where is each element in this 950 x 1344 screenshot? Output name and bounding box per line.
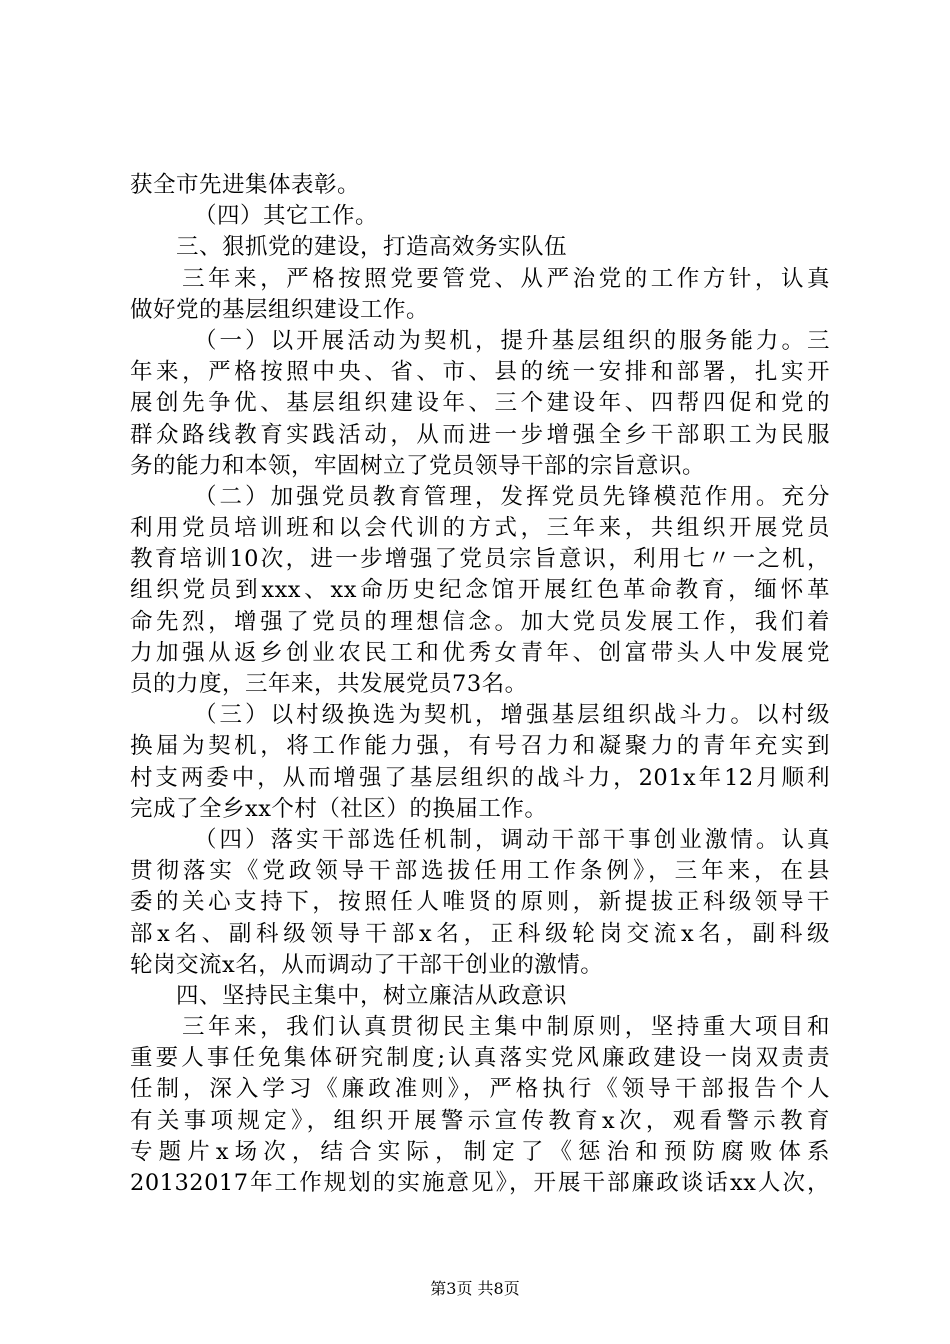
paragraph-line: （二）加强党员教育管理，发挥党员先锋模范作用。充分	[194, 483, 830, 510]
text-line: 获全市先进集体表彰。	[130, 172, 361, 198]
document-body	[130, 170, 830, 1199]
paragraph-line: 力加强从返乡创业农民工和优秀女青年、创富带头人中发展党	[130, 639, 830, 666]
paragraph-line: 员的力度，三年来，共发展党员73名。	[130, 671, 528, 697]
paragraph-line: 组织党员到xxx、xx命历史纪念馆开展红色革命教育，缅怀革	[130, 577, 830, 604]
paragraph-line: 务的能力和本领，牢固树立了党员领导干部的宗旨意识。	[130, 452, 706, 479]
paragraph-line: 任制，深入学习《廉政准则》，严格执行《领导干部报告个人	[130, 1076, 830, 1103]
paragraph-line: 轮岗交流x名，从而调动了干部干创业的激情。	[130, 951, 604, 978]
paragraph-line: 贯彻落实《党政领导干部选拔任用工作条例》，三年来，在县	[130, 858, 830, 885]
paragraph-line: 委的关心支持下，按照任人唯贤的原则，新提拔正科级领导干	[130, 889, 830, 916]
paragraph-line: 有关事项规定》，组织开展警示宣传教育x次，观看警示教育	[130, 1107, 830, 1134]
paragraph-line: 群众路线教育实践活动，从而进一步增强全乡干部职工为民服	[130, 421, 830, 448]
paragraph-line: 换届为契机，将工作能力强，有号召力和凝聚力的青年充实到	[130, 733, 830, 760]
paragraph-line: 展创先争优、基层组织建设年、三个建设年、四帮四促和党的	[130, 390, 830, 417]
paragraph-line: 三年来，严格按照党要管党、从严治党的工作方针，认真	[182, 265, 830, 292]
paragraph-line: （三）以村级换选为契机，增强基层组织战斗力。以村级	[194, 702, 830, 729]
paragraph-line: 教育培训10次，进一步增强了党员宗旨意识，利用七〃一之机，	[130, 546, 830, 573]
section-heading: （四）其它工作。	[194, 203, 379, 230]
paragraph-line: 专题片x场次，结合实际，制定了《惩治和预防腐败体系	[130, 1138, 830, 1165]
page-number-footer: 第3页 共8页	[430, 1279, 520, 1298]
paragraph-line: 利用党员培训班和以会代训的方式，三年来，共组织开展党员	[130, 515, 830, 542]
paragraph-line: 部x名、副科级领导干部x名，正科级轮岗交流x名，副科级	[130, 920, 830, 947]
section-heading: 三、狠抓党的建设，打造高效务实队伍	[176, 234, 568, 261]
paragraph-line: 20132017年工作规划的实施意见》，开展干部廉政谈话xx人次，	[130, 1170, 830, 1196]
paragraph-line: （四）落实干部选任机制，调动干部干事创业激情。认真	[194, 826, 830, 853]
paragraph-line: 完成了全乡xx个村（社区）的换届工作。	[130, 795, 548, 822]
paragraph-line: 年来，严格按照中央、省、市、县的统一安排和部署，扎实开	[130, 359, 830, 386]
paragraph-line: 命先烈，增强了党员的理想信念。加大党员发展工作，我们着	[130, 608, 830, 635]
paragraph-line: 重要人事任免集体研究制度;认真落实党风廉政建设一岗双责责	[130, 1045, 830, 1072]
paragraph-line: 村支两委中，从而增强了基层组织的战斗力，201x年12月顺利	[130, 764, 830, 791]
paragraph-line: （一）以开展活动为契机，提升基层组织的服务能力。三	[194, 327, 830, 354]
paragraph-line: 三年来，我们认真贯彻民主集中制原则，坚持重大项目和	[182, 1014, 830, 1041]
paragraph-line: 做好党的基层组织建设工作。	[130, 296, 430, 323]
section-heading: 四、坚持民主集中，树立廉洁从政意识	[176, 982, 568, 1009]
